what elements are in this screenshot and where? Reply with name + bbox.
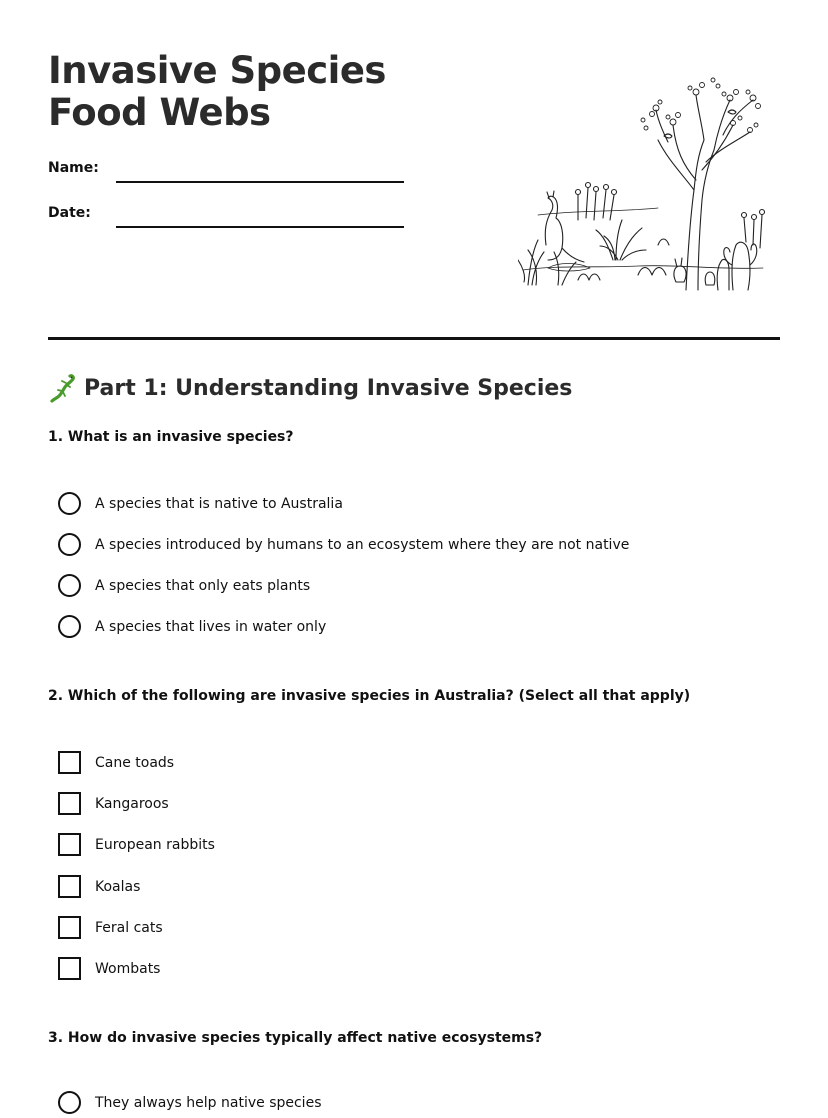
option-label: A species that is native to Australia bbox=[95, 495, 343, 512]
checkbox[interactable] bbox=[58, 751, 81, 774]
part1-heading bbox=[48, 373, 572, 403]
checkbox[interactable] bbox=[58, 875, 81, 898]
option-label: Feral cats bbox=[95, 919, 163, 936]
q2-option-2[interactable] bbox=[58, 792, 169, 815]
section-divider bbox=[48, 337, 780, 340]
q2-option-6[interactable] bbox=[58, 957, 160, 980]
q1-option-2[interactable] bbox=[58, 533, 629, 556]
lizard-icon bbox=[48, 373, 76, 403]
q2-option-3[interactable] bbox=[58, 833, 215, 856]
option-label: A species that only eats plants bbox=[95, 577, 311, 594]
radio-button[interactable] bbox=[58, 492, 81, 515]
page-title: Invasive Species Food Webs bbox=[48, 49, 386, 134]
checkbox[interactable] bbox=[58, 957, 81, 980]
australian-bush-illustration bbox=[518, 70, 768, 295]
date-field[interactable] bbox=[116, 226, 404, 228]
option-label: Wombats bbox=[95, 960, 161, 977]
question-2: 2. Which of the following are invasive species in Australia? (Select all that apply) bbox=[48, 688, 691, 704]
q2-option-5[interactable] bbox=[58, 916, 163, 939]
radio-button[interactable] bbox=[58, 574, 81, 597]
q2-option-1[interactable] bbox=[58, 751, 174, 774]
radio-button[interactable] bbox=[58, 615, 81, 638]
option-label: Kangaroos bbox=[95, 795, 169, 812]
question-1: 1. What is an invasive species? bbox=[48, 429, 294, 445]
name-label: Name: bbox=[48, 160, 99, 176]
q1-option-1[interactable] bbox=[58, 492, 343, 515]
question-3: 3. How do invasive species typically affect native ecosystems? bbox=[48, 1030, 543, 1046]
option-label: A species that lives in water only bbox=[95, 618, 327, 635]
part1-heading-text: Part 1: Understanding Invasive Species bbox=[84, 375, 573, 401]
q3-option-1[interactable] bbox=[58, 1091, 321, 1114]
radio-button[interactable] bbox=[58, 533, 81, 556]
checkbox[interactable] bbox=[58, 833, 81, 856]
option-label: Koalas bbox=[95, 878, 141, 895]
option-label: European rabbits bbox=[95, 836, 215, 853]
q1-option-3[interactable] bbox=[58, 574, 310, 597]
name-field[interactable] bbox=[116, 181, 404, 183]
q1-option-4[interactable] bbox=[58, 615, 326, 638]
option-label: They always help native species bbox=[95, 1094, 322, 1111]
radio-button[interactable] bbox=[58, 1091, 81, 1114]
q2-option-4[interactable] bbox=[58, 875, 140, 898]
checkbox[interactable] bbox=[58, 916, 81, 939]
option-label: Cane toads bbox=[95, 754, 175, 771]
date-label: Date: bbox=[48, 205, 91, 221]
checkbox[interactable] bbox=[58, 792, 81, 815]
option-label: A species introduced by humans to an ecosystem where they are not native bbox=[95, 536, 630, 553]
